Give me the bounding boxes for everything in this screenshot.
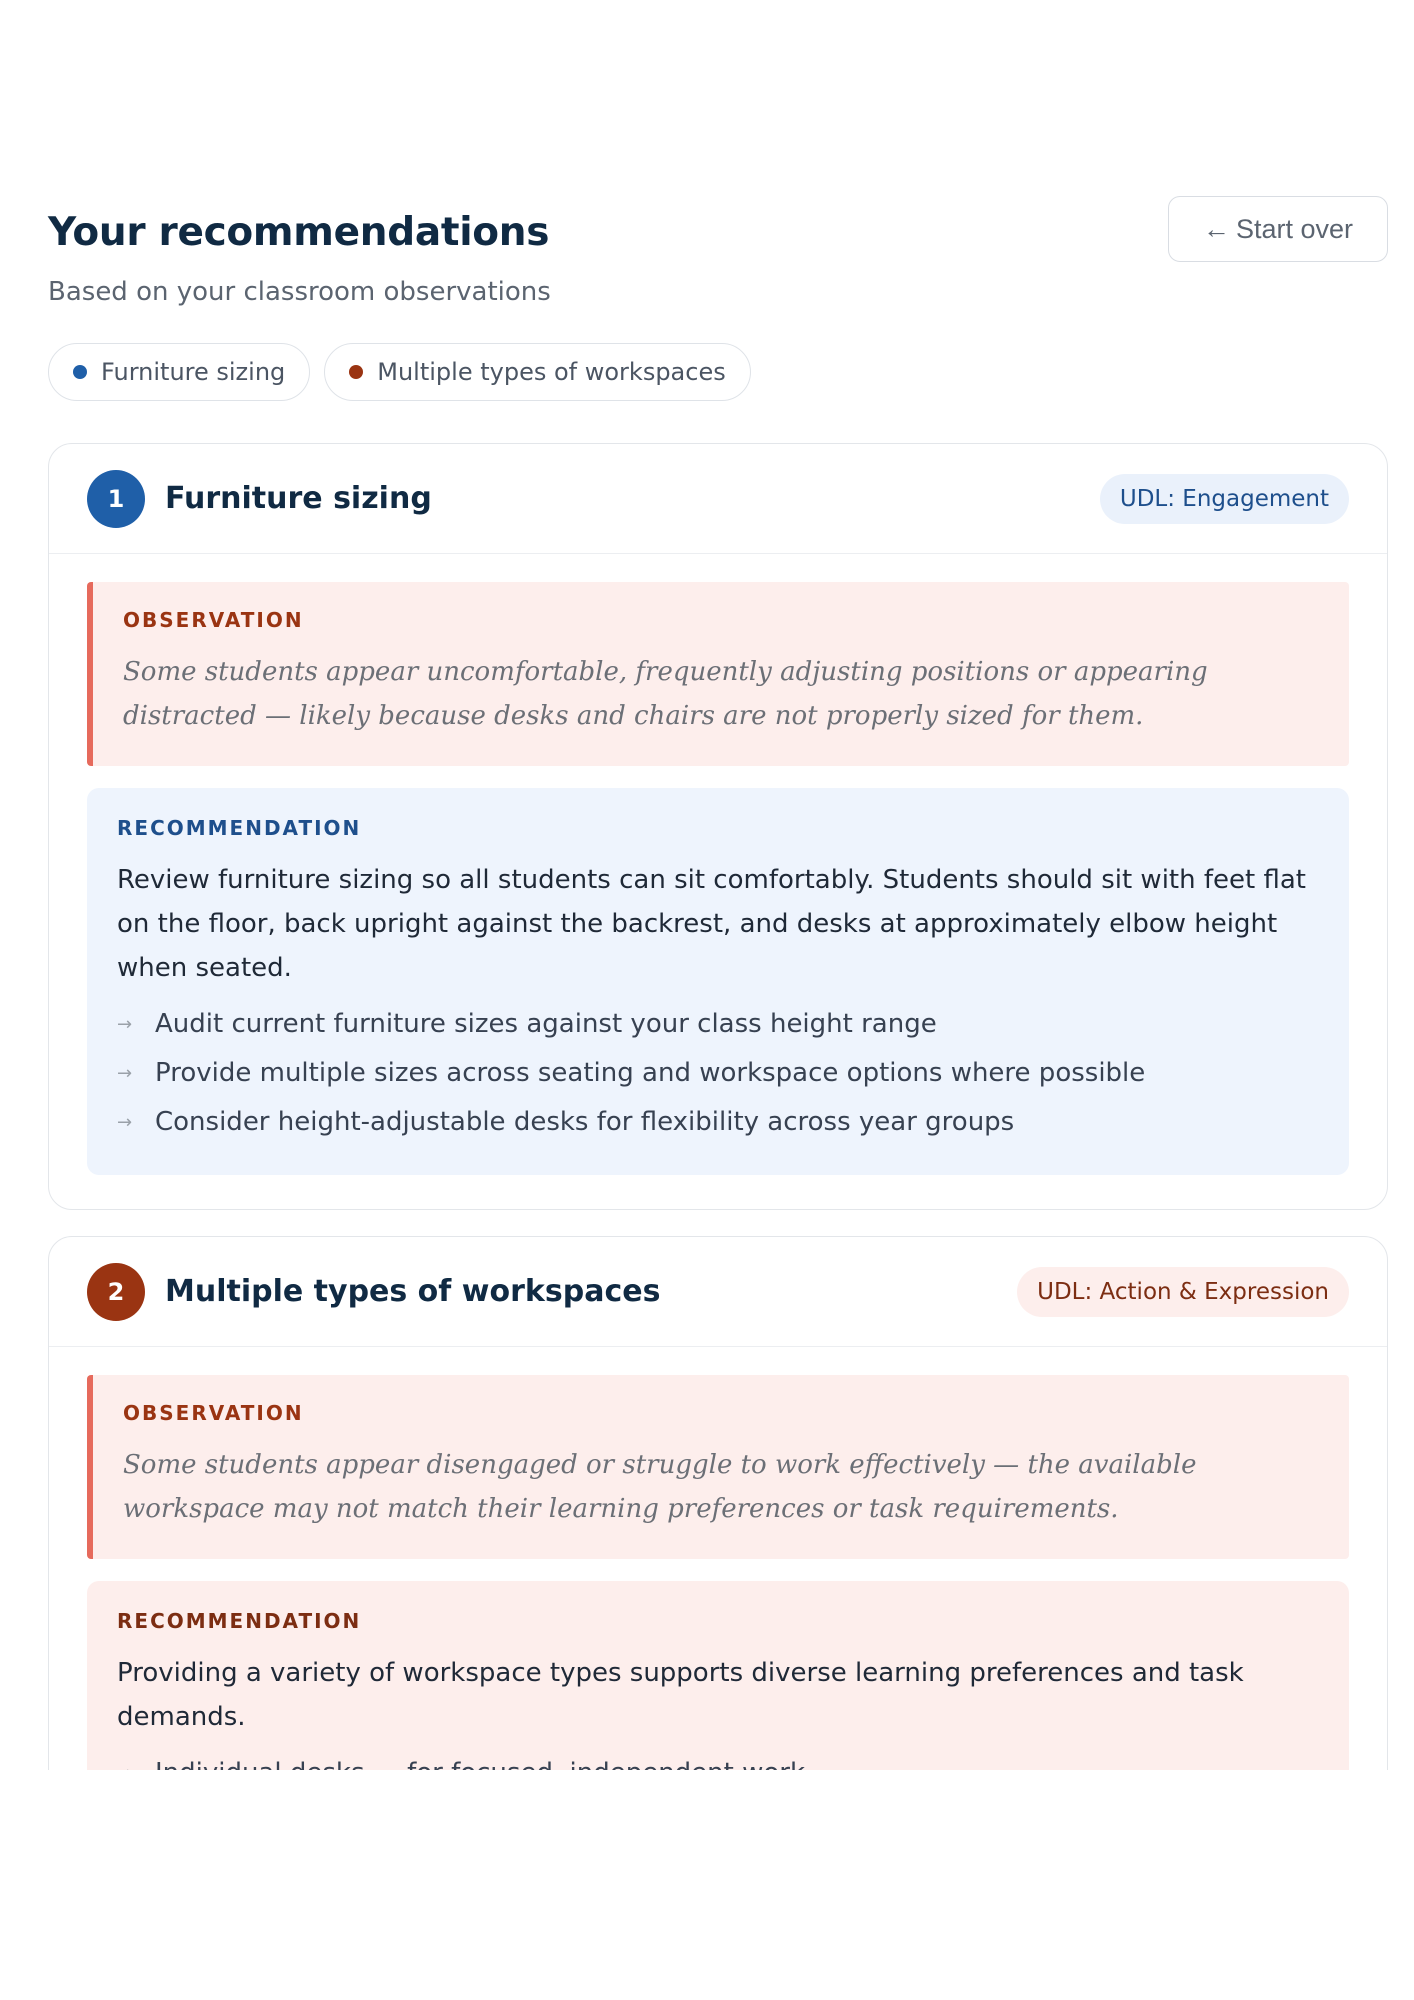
chip-multiple-workspaces[interactable] xyxy=(324,343,750,401)
card-title: Furniture sizing xyxy=(165,481,432,516)
observation-box xyxy=(87,1375,1349,1559)
start-over-label: Start over xyxy=(1235,213,1354,244)
observation-text: Some students appear uncomfortable, frequently adjusting positions or appearing distracted — likely because desks and chairs are not properly sized for them. xyxy=(123,657,1208,731)
observation-label: OBSERVATION xyxy=(123,1401,304,1425)
card-header xyxy=(49,1237,1387,1347)
recommendation-text: Review furniture sizing so all students can sit comfortably. Students should sit with feet flat on the floor, back upright against the backrest, and desks at approximately elbow height when seated. xyxy=(117,865,1306,983)
recommendation-label: RECOMMENDATION xyxy=(117,1609,362,1633)
card-title: Multiple types of workspaces xyxy=(165,1274,661,1309)
list-item-text: Consider height-adjustable desks for flexibility across year groups xyxy=(155,1107,1015,1137)
recommendation-label: RECOMMENDATION xyxy=(117,816,362,840)
arrow-left-icon: ← xyxy=(1202,213,1230,244)
card-number-badge: 1 xyxy=(87,470,145,528)
udl-badge: UDL: Engagement xyxy=(1100,474,1349,524)
recommendation-text: Providing a variety of workspace types supports diverse learning preferences and task demands. xyxy=(117,1658,1244,1732)
arrow-right-icon: → xyxy=(117,1063,133,1084)
action-list xyxy=(117,1000,1319,1147)
arrow-right-icon: → xyxy=(117,1112,133,1133)
arrow-right-icon: → xyxy=(117,1014,133,1035)
card-body xyxy=(49,554,1387,1209)
observation-text: Some students appear disengaged or struggle to work effectively — the available workspace may not match their learning preferences or task requirements. xyxy=(123,1450,1197,1524)
recommendation-card-furniture-sizing xyxy=(48,443,1388,1210)
list-item-text: Provide multiple sizes across seating and workspace options where possible xyxy=(155,1058,1146,1088)
topic-chips xyxy=(48,343,1388,401)
observation-box xyxy=(87,582,1349,766)
page-title: Your recommendations xyxy=(48,210,550,255)
chip-furniture-sizing[interactable] xyxy=(48,343,310,401)
start-over-button[interactable] xyxy=(1168,196,1388,262)
chip-label: Multiple types of workspaces xyxy=(377,358,726,386)
rust-dot-icon xyxy=(349,365,363,379)
blue-dot-icon xyxy=(73,365,87,379)
udl-badge: UDL: Action & Expression xyxy=(1017,1267,1349,1317)
list-item xyxy=(117,1049,1319,1098)
page-subtitle: Based on your classroom observations xyxy=(48,277,551,307)
list-item xyxy=(117,1098,1319,1147)
card-number-badge: 2 xyxy=(87,1263,145,1321)
observation-label: OBSERVATION xyxy=(123,608,304,632)
recommendation-box xyxy=(87,788,1349,1175)
header-text xyxy=(48,196,551,307)
recommendations-page xyxy=(48,196,1388,1910)
viewport-cutoff xyxy=(0,1770,1414,2000)
list-item xyxy=(117,1000,1319,1049)
list-item-text: Audit current furniture sizes against your class height range xyxy=(155,1009,937,1039)
card-header xyxy=(49,444,1387,554)
chip-label: Furniture sizing xyxy=(101,358,286,386)
page-header xyxy=(48,196,1388,307)
